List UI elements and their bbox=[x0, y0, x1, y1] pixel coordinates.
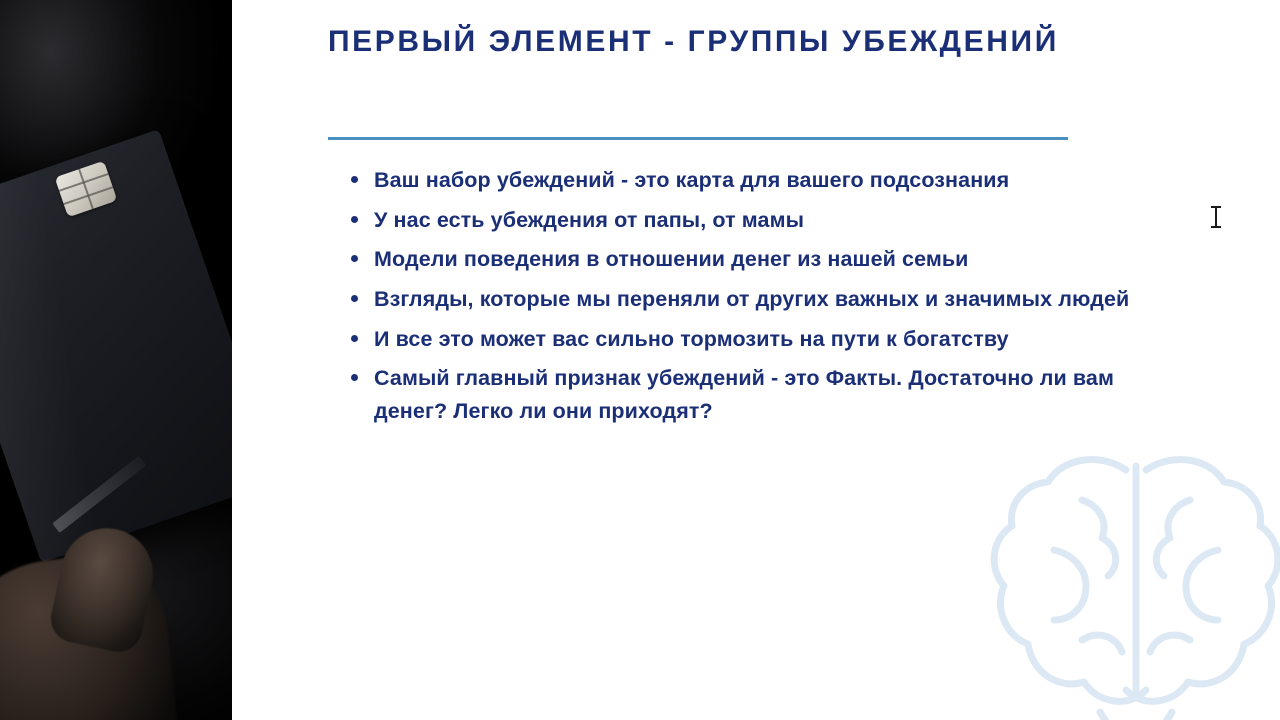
page-title: ПЕРВЫЙ ЭЛЕМЕНТ - ГРУППЫ УБЕЖДЕНИЙ bbox=[328, 25, 1059, 58]
list-item: Самый главный признак убеждений - это Факты. Достаточно ли вам денег? Легко ли они приходят? bbox=[344, 362, 1134, 427]
slide-content bbox=[232, 0, 1280, 720]
list-item: У нас есть убеждения от папы, от мамы bbox=[344, 204, 1134, 237]
list-item: И все это может вас сильно тормозить на пути к богатству bbox=[344, 323, 1134, 356]
list-item: Взгляды, которые мы переняли от других важных и значимых людей bbox=[344, 283, 1134, 316]
slide-photo-panel bbox=[0, 0, 232, 720]
title-divider bbox=[328, 137, 1068, 140]
bullet-list bbox=[344, 164, 1134, 435]
list-item: Ваш набор убеждений - это карта для вашего подсознания bbox=[344, 164, 1134, 197]
text-cursor-icon bbox=[1210, 205, 1222, 229]
list-item: Модели поведения в отношении денег из нашей семьи bbox=[344, 243, 1134, 276]
brain-icon bbox=[950, 430, 1280, 720]
credit-card-chip-line bbox=[78, 169, 93, 209]
